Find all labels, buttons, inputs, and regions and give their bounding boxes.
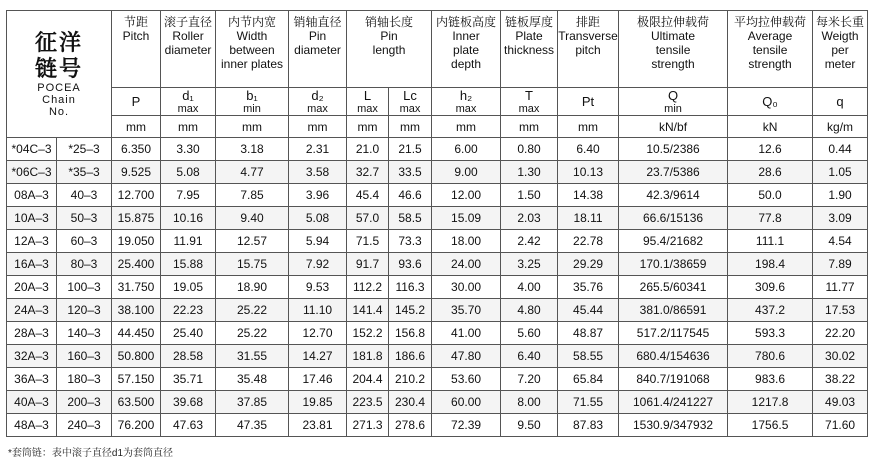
cell-chain-no-ansi: 60–3 [57, 230, 112, 253]
unit-pin-diameter: mm [289, 116, 347, 138]
cell-chain-no-ansi: 200–3 [57, 391, 112, 414]
cell-pin-length-lc: 33.5 [389, 161, 432, 184]
cell-roller-diameter: 25.40 [161, 322, 216, 345]
cell-plate-thickness: 8.00 [501, 391, 558, 414]
header-average-strength: 平均拉伸载荷 Average tensile strength [728, 11, 813, 88]
cell-inner-width: 15.75 [216, 253, 289, 276]
table-body [7, 138, 868, 437]
cell-chain-no-ansi: 140–3 [57, 322, 112, 345]
symbol-pin-length-l: L max [347, 88, 389, 116]
cell-pitch: 31.750 [112, 276, 161, 299]
cell-inner-plate-depth: 15.09 [432, 207, 501, 230]
cell-ultimate-strength: 66.6/15136 [619, 207, 728, 230]
cell-plate-thickness: 0.80 [501, 138, 558, 161]
cell-pin-length-lc: 145.2 [389, 299, 432, 322]
unit-plate-thickness: mm [501, 116, 558, 138]
cell-pin-diameter: 9.53 [289, 276, 347, 299]
header-roller-diameter: 滚子直径 Roller diameter [161, 11, 216, 88]
cell-ultimate-strength: 42.3/9614 [619, 184, 728, 207]
cell-inner-plate-depth: 30.00 [432, 276, 501, 299]
cell-ultimate-strength: 517.2/117545 [619, 322, 728, 345]
cell-ultimate-strength: 381.0/86591 [619, 299, 728, 322]
symbol-inner-width: b₁ min [216, 88, 289, 116]
cell-chain-no-ansi: 40–3 [57, 184, 112, 207]
cell-average-strength: 593.3 [728, 322, 813, 345]
cell-roller-diameter: 28.58 [161, 345, 216, 368]
cell-ultimate-strength: 170.1/38659 [619, 253, 728, 276]
cell-chain-no-ansi: 100–3 [57, 276, 112, 299]
cell-roller-diameter: 22.23 [161, 299, 216, 322]
cell-pitch: 50.800 [112, 345, 161, 368]
symbol-ultimate-strength: Q min [619, 88, 728, 116]
cell-pin-diameter: 2.31 [289, 138, 347, 161]
cell-average-strength: 309.6 [728, 276, 813, 299]
cell-transverse-pitch: 65.84 [558, 368, 619, 391]
cell-chain-no-iso: *04C–3 [7, 138, 57, 161]
cell-average-strength: 111.1 [728, 230, 813, 253]
unit-pitch: mm [112, 116, 161, 138]
cell-average-strength: 1756.5 [728, 414, 813, 437]
cell-transverse-pitch: 29.29 [558, 253, 619, 276]
cell-chain-no-ansi: *35–3 [57, 161, 112, 184]
unit-inner-width: mm [216, 116, 289, 138]
cell-plate-thickness: 2.42 [501, 230, 558, 253]
cell-weight-per-meter: 4.54 [813, 230, 868, 253]
cell-pitch: 12.700 [112, 184, 161, 207]
cell-chain-no-iso: 28A–3 [7, 322, 57, 345]
cell-weight-per-meter: 17.53 [813, 299, 868, 322]
cell-chain-no-iso: 16A–3 [7, 253, 57, 276]
cell-average-strength: 437.2 [728, 299, 813, 322]
cell-inner-plate-depth: 72.39 [432, 414, 501, 437]
symbol-plate-thickness: T max [501, 88, 558, 116]
cell-chain-no-ansi: *25–3 [57, 138, 112, 161]
cell-ultimate-strength: 1061.4/241227 [619, 391, 728, 414]
cell-pin-length-l: 45.4 [347, 184, 389, 207]
brand-line2: 链号 [35, 56, 84, 81]
table-row [7, 345, 868, 368]
cell-roller-diameter: 47.63 [161, 414, 216, 437]
cell-pin-length-lc: 21.5 [389, 138, 432, 161]
table-row [7, 322, 868, 345]
header-pin-diameter: 销轴直径 Pin diameter [289, 11, 347, 88]
cell-plate-thickness: 4.00 [501, 276, 558, 299]
cell-pitch: 9.525 [112, 161, 161, 184]
table-row [7, 368, 868, 391]
cell-pin-length-lc: 46.6 [389, 184, 432, 207]
cell-pin-length-lc: 186.6 [389, 345, 432, 368]
cell-chain-no-iso: 10A–3 [7, 207, 57, 230]
cell-transverse-pitch: 22.78 [558, 230, 619, 253]
cell-weight-per-meter: 11.77 [813, 276, 868, 299]
table-row [7, 230, 868, 253]
cell-plate-thickness: 7.20 [501, 368, 558, 391]
cell-average-strength: 983.6 [728, 368, 813, 391]
table-row [7, 414, 868, 437]
cell-transverse-pitch: 48.87 [558, 322, 619, 345]
cell-inner-plate-depth: 53.60 [432, 368, 501, 391]
cell-chain-no-iso: 32A–3 [7, 345, 57, 368]
cell-inner-width: 35.48 [216, 368, 289, 391]
cell-transverse-pitch: 18.11 [558, 207, 619, 230]
cell-pitch: 63.500 [112, 391, 161, 414]
cell-weight-per-meter: 3.09 [813, 207, 868, 230]
cell-weight-per-meter: 49.03 [813, 391, 868, 414]
cell-inner-width: 7.85 [216, 184, 289, 207]
cell-pitch: 19.050 [112, 230, 161, 253]
cell-plate-thickness: 9.50 [501, 414, 558, 437]
cell-pin-length-lc: 278.6 [389, 414, 432, 437]
cell-inner-width: 4.77 [216, 161, 289, 184]
unit-roller-diameter: mm [161, 116, 216, 138]
cell-chain-no-iso: 40A–3 [7, 391, 57, 414]
cell-pitch: 25.400 [112, 253, 161, 276]
cell-chain-no-iso: 08A–3 [7, 184, 57, 207]
table-row [7, 184, 868, 207]
cell-pin-diameter: 17.46 [289, 368, 347, 391]
cell-weight-per-meter: 1.90 [813, 184, 868, 207]
cell-plate-thickness: 2.03 [501, 207, 558, 230]
cell-pin-diameter: 3.96 [289, 184, 347, 207]
cell-weight-per-meter: 7.89 [813, 253, 868, 276]
brand-sub2: Chain [42, 94, 76, 106]
symbol-transverse-pitch: Pt [558, 88, 619, 116]
cell-inner-plate-depth: 47.80 [432, 345, 501, 368]
cell-plate-thickness: 6.40 [501, 345, 558, 368]
unit-transverse-pitch: mm [558, 116, 619, 138]
table-row [7, 138, 868, 161]
cell-pitch: 44.450 [112, 322, 161, 345]
cell-roller-diameter: 19.05 [161, 276, 216, 299]
cell-pin-length-lc: 230.4 [389, 391, 432, 414]
cell-roller-diameter: 35.71 [161, 368, 216, 391]
cell-chain-no-ansi: 240–3 [57, 414, 112, 437]
cell-pin-length-l: 204.4 [347, 368, 389, 391]
cell-inner-plate-depth: 12.00 [432, 184, 501, 207]
symbol-inner-plate-depth: h₂ max [432, 88, 501, 116]
cell-pin-length-lc: 58.5 [389, 207, 432, 230]
cell-inner-width: 25.22 [216, 299, 289, 322]
cell-inner-plate-depth: 9.00 [432, 161, 501, 184]
cell-weight-per-meter: 1.05 [813, 161, 868, 184]
cell-average-strength: 12.6 [728, 138, 813, 161]
cell-inner-plate-depth: 35.70 [432, 299, 501, 322]
unit-pin-length-l: mm [347, 116, 389, 138]
symbol-average-strength: Q₀ [728, 88, 813, 116]
cell-pin-length-l: 181.8 [347, 345, 389, 368]
cell-weight-per-meter: 71.60 [813, 414, 868, 437]
cell-plate-thickness: 1.50 [501, 184, 558, 207]
cell-inner-width: 18.90 [216, 276, 289, 299]
cell-pin-diameter: 5.94 [289, 230, 347, 253]
cell-ultimate-strength: 1530.9/347932 [619, 414, 728, 437]
cell-roller-diameter: 10.16 [161, 207, 216, 230]
cell-ultimate-strength: 840.7/191068 [619, 368, 728, 391]
cell-pitch: 38.100 [112, 299, 161, 322]
cell-transverse-pitch: 71.55 [558, 391, 619, 414]
cell-average-strength: 77.8 [728, 207, 813, 230]
cell-pin-length-l: 152.2 [347, 322, 389, 345]
cell-pin-diameter: 23.81 [289, 414, 347, 437]
cell-transverse-pitch: 6.40 [558, 138, 619, 161]
cell-plate-thickness: 4.80 [501, 299, 558, 322]
cell-inner-width: 12.57 [216, 230, 289, 253]
cell-roller-diameter: 7.95 [161, 184, 216, 207]
table-row [7, 276, 868, 299]
header-ultimate-strength: 极限拉伸载荷 Ultimate tensile strength [619, 11, 728, 88]
cell-plate-thickness: 1.30 [501, 161, 558, 184]
cell-average-strength: 50.0 [728, 184, 813, 207]
cell-average-strength: 1217.8 [728, 391, 813, 414]
cell-transverse-pitch: 14.38 [558, 184, 619, 207]
chain-no-header [7, 11, 112, 138]
cell-roller-diameter: 3.30 [161, 138, 216, 161]
cell-ultimate-strength: 680.4/154636 [619, 345, 728, 368]
unit-weight-per-meter: kg/m [813, 116, 868, 138]
table-row [7, 161, 868, 184]
cell-plate-thickness: 5.60 [501, 322, 558, 345]
cell-average-strength: 780.6 [728, 345, 813, 368]
cell-pin-diameter: 14.27 [289, 345, 347, 368]
header-inner-width: 内节内宽 Width between inner plates [216, 11, 289, 88]
cell-transverse-pitch: 58.55 [558, 345, 619, 368]
cell-inner-plate-depth: 24.00 [432, 253, 501, 276]
cell-pin-length-l: 271.3 [347, 414, 389, 437]
cell-average-strength: 28.6 [728, 161, 813, 184]
cell-inner-width: 3.18 [216, 138, 289, 161]
cell-ultimate-strength: 23.7/5386 [619, 161, 728, 184]
cell-transverse-pitch: 10.13 [558, 161, 619, 184]
cell-transverse-pitch: 45.44 [558, 299, 619, 322]
header-plate-thickness: 链板厚度 Plate thickness [501, 11, 558, 88]
cell-weight-per-meter: 0.44 [813, 138, 868, 161]
cell-ultimate-strength: 95.4/21682 [619, 230, 728, 253]
cell-pin-diameter: 19.85 [289, 391, 347, 414]
cell-roller-diameter: 11.91 [161, 230, 216, 253]
cell-chain-no-ansi: 50–3 [57, 207, 112, 230]
cell-inner-plate-depth: 41.00 [432, 322, 501, 345]
cell-pin-length-l: 112.2 [347, 276, 389, 299]
table-row [7, 391, 868, 414]
header-weight-per-meter: 每米长重 Weigth per meter [813, 11, 868, 88]
footnote: *套筒链：表中滚子直径d1为套筒直径 [8, 448, 174, 459]
header-transverse-pitch: 排距 Transverse pitch [558, 11, 619, 88]
cell-weight-per-meter: 22.20 [813, 322, 868, 345]
table-row [7, 299, 868, 322]
table-row [7, 207, 868, 230]
cell-inner-width: 9.40 [216, 207, 289, 230]
brand-sub3: No. [48, 106, 70, 118]
brand-sub1: POCEA [37, 82, 81, 94]
cell-pin-diameter: 11.10 [289, 299, 347, 322]
cell-chain-no-iso: 12A–3 [7, 230, 57, 253]
cell-chain-no-ansi: 120–3 [57, 299, 112, 322]
cell-pin-diameter: 3.58 [289, 161, 347, 184]
cell-ultimate-strength: 265.5/60341 [619, 276, 728, 299]
header-inner-plate-depth: 内链板高度 Inner plate depth [432, 11, 501, 88]
cell-transverse-pitch: 87.83 [558, 414, 619, 437]
cell-chain-no-iso: 20A–3 [7, 276, 57, 299]
cell-inner-width: 47.35 [216, 414, 289, 437]
cell-weight-per-meter: 38.22 [813, 368, 868, 391]
cell-plate-thickness: 3.25 [501, 253, 558, 276]
cell-pin-length-lc: 210.2 [389, 368, 432, 391]
cell-inner-width: 37.85 [216, 391, 289, 414]
cell-pin-diameter: 7.92 [289, 253, 347, 276]
cell-ultimate-strength: 10.5/2386 [619, 138, 728, 161]
cell-inner-plate-depth: 60.00 [432, 391, 501, 414]
cell-pin-length-l: 141.4 [347, 299, 389, 322]
unit-pin-length-lc: mm [389, 116, 432, 138]
cell-chain-no-iso: *06C–3 [7, 161, 57, 184]
cell-chain-no-ansi: 180–3 [57, 368, 112, 391]
cell-chain-no-ansi: 80–3 [57, 253, 112, 276]
symbol-roller-diameter: d₁ max [161, 88, 216, 116]
cell-chain-no-ansi: 160–3 [57, 345, 112, 368]
cell-chain-no-iso: 48A–3 [7, 414, 57, 437]
header-pin-length: 销轴长度 Pin length [347, 11, 432, 88]
cell-transverse-pitch: 35.76 [558, 276, 619, 299]
brand-line1: 征洋 [35, 30, 84, 55]
cell-pitch: 57.150 [112, 368, 161, 391]
symbol-pin-diameter: d₂ max [289, 88, 347, 116]
cell-inner-plate-depth: 6.00 [432, 138, 501, 161]
cell-pitch: 15.875 [112, 207, 161, 230]
cell-inner-plate-depth: 18.00 [432, 230, 501, 253]
header-pitch: 节距 Pitch [112, 11, 161, 88]
unit-average-strength: kN [728, 116, 813, 138]
cell-pin-length-l: 21.0 [347, 138, 389, 161]
cell-pin-length-lc: 116.3 [389, 276, 432, 299]
cell-pitch: 76.200 [112, 414, 161, 437]
cell-pin-length-l: 71.5 [347, 230, 389, 253]
table-row [7, 253, 868, 276]
unit-ultimate-strength: kN/bf [619, 116, 728, 138]
cell-chain-no-iso: 24A–3 [7, 299, 57, 322]
cell-pin-diameter: 5.08 [289, 207, 347, 230]
cell-pin-length-l: 223.5 [347, 391, 389, 414]
cell-pitch: 6.350 [112, 138, 161, 161]
symbol-pitch: P [112, 88, 161, 116]
cell-pin-length-lc: 73.3 [389, 230, 432, 253]
cell-roller-diameter: 5.08 [161, 161, 216, 184]
cell-inner-width: 31.55 [216, 345, 289, 368]
symbol-weight-per-meter: q [813, 88, 868, 116]
cell-roller-diameter: 39.68 [161, 391, 216, 414]
cell-chain-no-iso: 36A–3 [7, 368, 57, 391]
unit-inner-plate-depth: mm [432, 116, 501, 138]
cell-pin-length-l: 91.7 [347, 253, 389, 276]
cell-inner-width: 25.22 [216, 322, 289, 345]
cell-pin-length-lc: 156.8 [389, 322, 432, 345]
cell-pin-diameter: 12.70 [289, 322, 347, 345]
symbol-pin-length-lc: Lc max [389, 88, 432, 116]
cell-pin-length-l: 32.7 [347, 161, 389, 184]
cell-weight-per-meter: 30.02 [813, 345, 868, 368]
cell-pin-length-lc: 93.6 [389, 253, 432, 276]
cell-average-strength: 198.4 [728, 253, 813, 276]
cell-pin-length-l: 57.0 [347, 207, 389, 230]
cell-roller-diameter: 15.88 [161, 253, 216, 276]
chain-spec-table [6, 10, 868, 437]
